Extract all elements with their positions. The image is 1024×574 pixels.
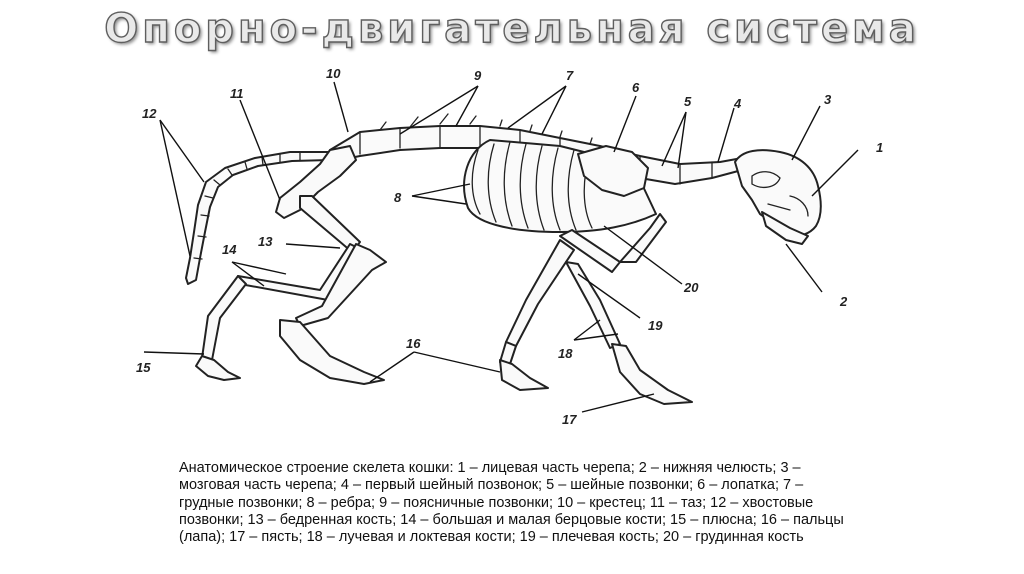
hind-metatarsus xyxy=(202,276,246,360)
label-4: 4 xyxy=(734,96,742,111)
label-18: 18 xyxy=(558,346,573,361)
label-14: 14 xyxy=(222,242,237,257)
label-10: 10 xyxy=(326,66,341,81)
label-19: 19 xyxy=(648,318,663,333)
radius-ulna xyxy=(506,240,574,346)
hind-paw xyxy=(196,356,240,380)
label-2: 2 xyxy=(840,294,848,309)
label-13: 13 xyxy=(258,234,273,249)
hind-toes xyxy=(280,320,384,384)
label-5: 5 xyxy=(684,94,692,109)
figure-caption: Анатомическое строение скелета кошки: 1 – лицевая часть черепа; 2 – нижняя челюсть; 3 – мозговая часть черепа; 4 – первый шейный позвонок; 5 – шейные позвонки; 6 – лопатка; 7 – грудные позвонки; 8 – ребра; 9 – поясничные позвонки; 10 – крестец; 11 – таз; 12 – хвостовые позвонки; 13 – бедренная кость; 14 – большая и малая берцовые кости; 15 – плюсна; 16 – пальцы (лапа); 17 – пясть; 18 – лучевая и локтевая кости; 19 – плечевая кость; 20 – грудинная кость xyxy=(179,460,844,546)
label-3: 3 xyxy=(824,92,832,107)
label-1: 1 xyxy=(876,140,884,155)
label-16: 16 xyxy=(406,336,421,351)
skeleton-drawing xyxy=(186,114,821,404)
tail-vertebrae xyxy=(186,152,330,284)
label-17: 17 xyxy=(562,412,577,427)
label-6: 6 xyxy=(632,80,640,95)
label-7: 7 xyxy=(566,68,574,83)
page-title: Опорно-двигательная система xyxy=(104,6,920,52)
label-9: 9 xyxy=(474,68,482,83)
label-15: 15 xyxy=(136,360,151,375)
label-8: 8 xyxy=(394,190,402,205)
label-20: 20 xyxy=(684,280,699,295)
fore-paw xyxy=(500,360,548,390)
label-11: 11 xyxy=(230,86,244,101)
label-12: 12 xyxy=(142,106,157,121)
skull xyxy=(735,150,821,244)
